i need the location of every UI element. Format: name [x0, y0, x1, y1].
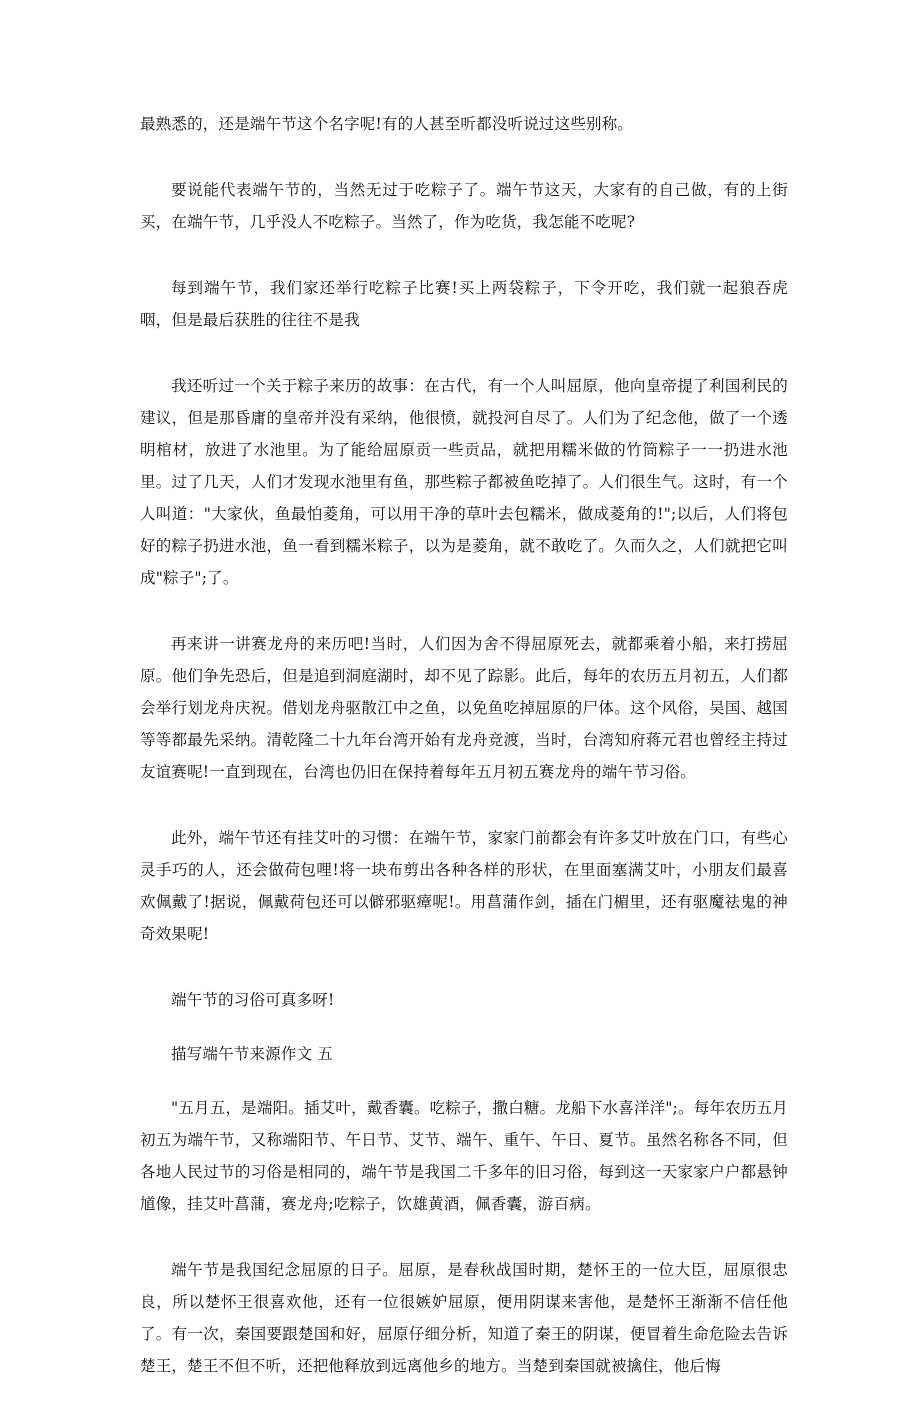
- paragraph-4: 我还听过一个关于粽子来历的故事：在古代，有一个人叫屈原，他向皇帝提了利国利民的建议，但是那昏庸的皇帝并没有采纳，他很愤，就投河自尽了。人们为了纪念他，做了一个透明棺材，放进了水池里。为了能给屈原贡一些贡品，就把用糯米做的竹筒粽子一一扔进水池里。过了几天，人们才发现水池里有鱼，那些粽子都被鱼吃掉了。人们很生气。这时，有一个人叫道："大家伙，鱼最怕菱角，可以用干净的草叶去包糯米，做成菱角的!";以后，人们将包好的粽子扔进水池，鱼一看到糯米粽子，以为是菱角，就不敢吃了。久而久之，人们就把它叫成"粽子";了。: [140, 377, 788, 587]
- paragraph-5: 再来讲一讲赛龙舟的来历吧!当时，人们因为舍不得屈原死去，就都乘着小船，来打捞屈原。他们争先恐后，但是追到洞庭湖时，却不见了踪影。此后，每年的农历五月初五，人们都会举行划龙舟庆祝。借划龙舟驱散江中之鱼，以免鱼吃掉屈原的尸体。这个风俗，吴国、越国等等都最先采纳。清乾隆二十九年台湾开始有龙舟竞渡，当时，台湾知府蒋元君也曾经主持过友谊赛呢!一直到现在，台湾也仍旧在保持着每年五月初五赛龙舟的端午节习俗。: [140, 635, 788, 781]
- section-heading: 描写端午节来源作文 五: [171, 1045, 334, 1063]
- paragraph-8: "五月五，是端阳。插艾叶，戴香囊。吃粽子，撒白糖。龙船下水喜洋洋";。每年农历五月初五为端午节，又称端阳节、午日节、艾节、端午、重午、午日、夏节。虽然名称各不同，但各地人民过节的习俗是相同的，端午节是我国二千多年的旧习俗，每到这一天家家户户都悬钟馗像，挂艾叶菖蒲，赛龙舟;吃粽子，饮雄黄酒，佩香囊，游百病。: [140, 1099, 788, 1213]
- paragraph-7: 端午节的习俗可真多呀!: [171, 991, 335, 1009]
- paragraph-9: 端午节是我国纪念屈原的日子。屈原，是春秋战国时期，楚怀王的一位大臣，屈原很忠良，所以楚怀王很喜欢他，还有一位很嫉妒屈原，便用阴谋来害他，是楚怀王渐渐不信任他了。有一次，秦国要跟楚国和好，屈原仔细分析，知道了秦王的阴谋，便冒着生命危险去告诉楚王，楚王不但不听，还把他释放到远离他乡的地方。当楚到秦国就被擒住，他后悔: [140, 1261, 788, 1375]
- paragraph-1: 最熟悉的，还是端午节这个名字呢!有的人甚至听都没听说过这些别称。: [140, 115, 634, 133]
- paragraph-6: 此外，端午节还有挂艾叶的习惯：在端午节，家家门前都会有许多艾叶放在门口，有些心灵手巧的人，还会做荷包哩!将一块布剪出各种各样的形状，在里面塞满艾叶，小朋友们最喜欢佩戴了!据说，佩戴荷包还可以僻邪驱瘴呢!。用菖蒲作剑，插在门楣里，还有驱魔祛鬼的神奇效果呢!: [140, 829, 788, 943]
- document-page: [140, 108, 788, 1416]
- paragraph-2: 要说能代表端午节的，当然无过于吃粽子了。端午节这天，大家有的自己做，有的上街买，在端午节，几乎没人不吃粽子。当然了，作为吃货，我怎能不吃呢?: [140, 181, 788, 231]
- paragraph-3: 每到端午节，我们家还举行吃粽子比赛!买上两袋粽子，下令开吃，我们就一起狼吞虎咽，但是最后获胜的往往不是我: [140, 279, 788, 329]
